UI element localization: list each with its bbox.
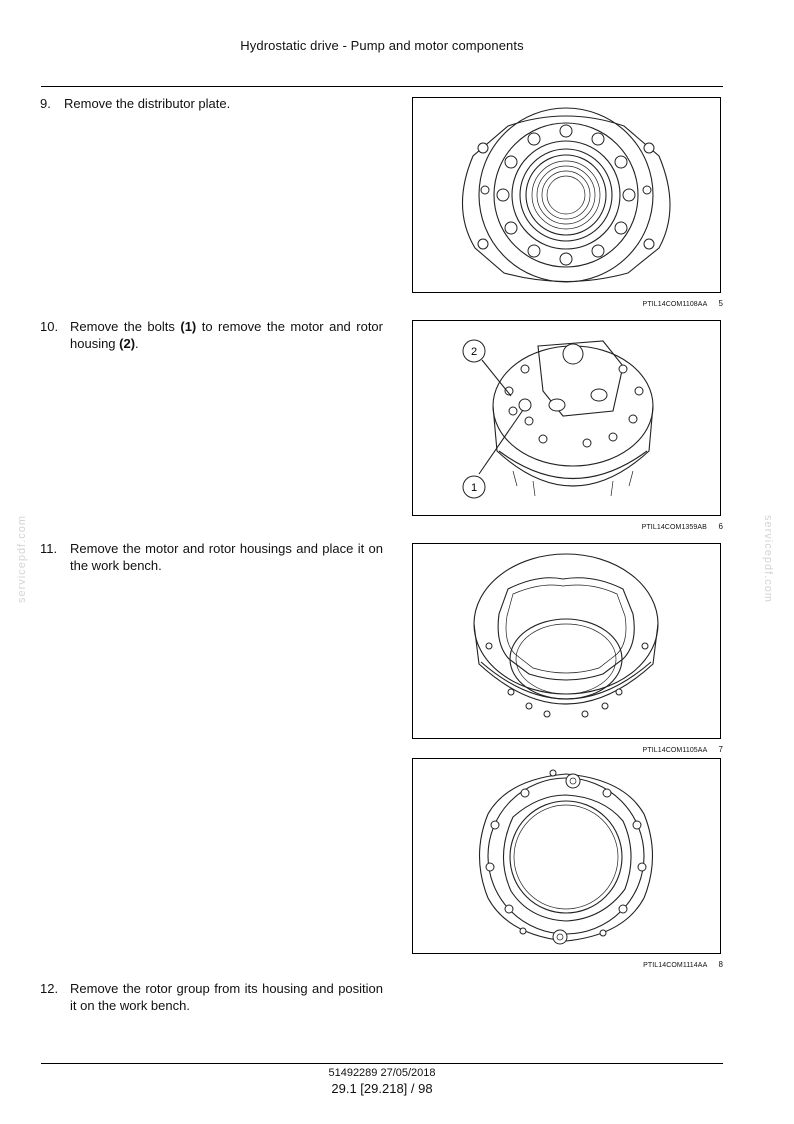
footer-rule — [41, 1063, 723, 1064]
figure-5-distributor-housing — [412, 97, 721, 293]
callout-ref-2: (2) — [119, 336, 136, 351]
watermark-left: servicepdf.com — [16, 515, 28, 603]
step-number: 10. — [40, 319, 59, 334]
step-text: Remove the distributor plate. — [64, 96, 231, 111]
figure-code: PTIL14COM1359AB — [641, 524, 707, 531]
bolt-hole-ring — [497, 125, 635, 265]
callout-label-2: 2 — [470, 346, 478, 358]
figure-number: 5 — [718, 299, 723, 308]
step-12 — [40, 980, 383, 1014]
figure-5-caption — [412, 299, 723, 308]
step-number: 12. — [40, 981, 59, 996]
figure-number: 7 — [718, 745, 723, 754]
step-10 — [40, 318, 383, 352]
step-text: Remove the rotor group from its housing and position it on the work bench. — [70, 981, 383, 1013]
figure-6-drawing — [413, 321, 720, 515]
figure-7-caption — [412, 745, 723, 754]
step-text: Remove the bolts (1) to remove the motor and rotor housing (2). — [70, 319, 383, 351]
figure-number: 6 — [718, 522, 723, 531]
figure-code: PTIL14COM1114AA — [643, 962, 707, 969]
page-header-title: Hydrostatic drive - Pump and motor components — [240, 38, 524, 53]
footer-document-code: 51492289 27/05/2018 — [328, 1067, 436, 1079]
figure-code: PTIL14COM1105AA — [642, 747, 707, 754]
footer-page-number: 29.1 [29.218] / 98 — [331, 1081, 433, 1096]
bolt-1-marker — [519, 399, 531, 411]
figure-5-drawing — [413, 98, 720, 292]
step-number: 11. — [40, 541, 58, 556]
watermark-right: servicepdf.com — [762, 515, 774, 603]
figure-7-drawing — [413, 544, 720, 738]
figure-code: PTIL14COM1108AA — [642, 301, 707, 308]
figure-6-motor-rotor-housing — [412, 320, 721, 516]
figure-7-housings-on-bench — [412, 543, 721, 739]
figure-8-rotor-housing — [412, 758, 721, 954]
figure-8-caption — [412, 960, 723, 969]
figure-number: 8 — [718, 960, 723, 969]
step-11 — [40, 540, 383, 574]
callout-label-1: 1 — [470, 482, 478, 494]
step-9 — [40, 95, 383, 112]
figure-6-caption — [412, 522, 723, 531]
step-number: 9. — [40, 96, 51, 111]
header-rule — [41, 86, 723, 87]
callout-ref-1: (1) — [180, 319, 197, 334]
step-text: Remove the motor and rotor housings and place it on the work bench. — [70, 541, 383, 573]
figure-8-drawing — [413, 759, 720, 953]
